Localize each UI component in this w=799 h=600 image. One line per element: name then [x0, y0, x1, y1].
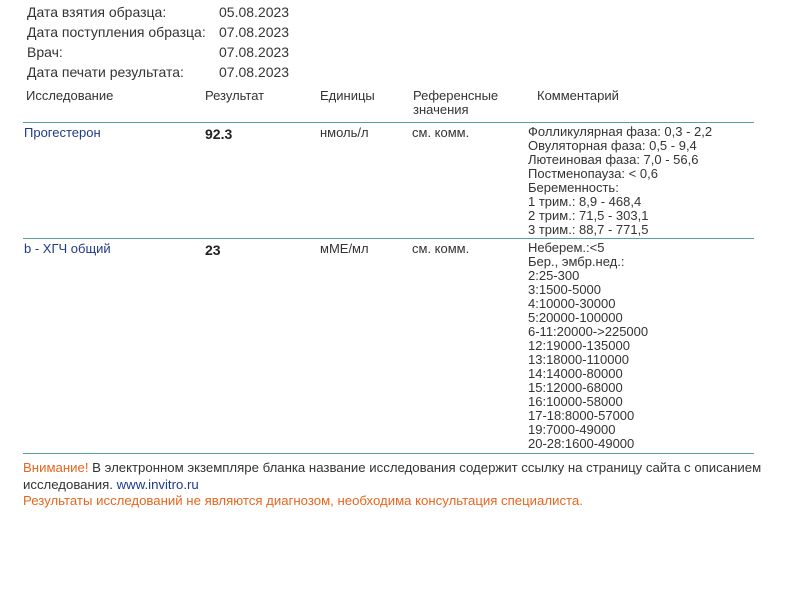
- meta-value: 07.08.2023: [219, 64, 290, 80]
- column-header-test: Исследование: [26, 88, 114, 103]
- meta-label: Дата поступления образца:: [27, 24, 206, 40]
- comment-line: 19:7000-49000: [528, 422, 616, 437]
- column-header-result: Результат: [205, 88, 265, 103]
- comment-line: 6-11:20000->225000: [528, 324, 649, 339]
- comment-list: [528, 125, 712, 237]
- meta-row: [27, 42, 289, 62]
- site-link[interactable]: www.invitro.ru: [116, 477, 199, 492]
- comment-line: 2:25-300: [528, 268, 580, 283]
- column-header-reference: Референсные значения: [413, 88, 499, 117]
- comment-line: Овуляторная фаза: 0,5 - 9,4: [528, 138, 697, 153]
- comment-line: 12:19000-135000: [528, 338, 630, 353]
- result-value: 92.3: [205, 126, 233, 142]
- result-units: нмоль/л: [320, 125, 369, 140]
- comment-line: 2 трим.: 71,5 - 303,1: [528, 208, 649, 223]
- comment-line: 1 трим.: 8,9 - 468,4: [528, 194, 642, 209]
- row-divider: [23, 238, 754, 239]
- comment-line: Лютеиновая фаза: 7,0 - 56,6: [528, 152, 699, 167]
- meta-label: Врач:: [27, 44, 63, 60]
- comment-line: 3:1500-5000: [528, 282, 602, 297]
- comment-line: 5:20000-100000: [528, 310, 623, 325]
- results-table-header: [0, 89, 799, 121]
- comment-line: 15:12000-68000: [528, 380, 623, 395]
- result-value: 23: [205, 242, 221, 258]
- table-bottom-divider: [23, 453, 754, 454]
- comment-line: 20-28:1600-49000: [528, 436, 635, 451]
- reference-values: см. комм.: [412, 241, 470, 256]
- sample-info: [27, 2, 289, 82]
- meta-label: Дата печати результата:: [27, 64, 184, 80]
- meta-value: 07.08.2023: [219, 44, 290, 60]
- comment-line: 16:10000-58000: [528, 394, 623, 409]
- meta-value: 05.08.2023: [219, 4, 290, 20]
- comment-line: 13:18000-110000: [528, 352, 629, 367]
- header-divider: [23, 122, 754, 123]
- comment-list: [528, 241, 648, 451]
- comment-line: Бер., эмбр.нед.:: [528, 254, 625, 269]
- comment-line: 4:10000-30000: [528, 296, 616, 311]
- comment-line: Неберем.:<5: [528, 240, 605, 255]
- comment-line: Беременность:: [528, 180, 619, 195]
- result-units: мМЕ/мл: [320, 241, 369, 256]
- comment-line: 3 трим.: 88,7 - 771,5: [528, 222, 649, 237]
- link-notice: [23, 459, 783, 493]
- meta-row: [27, 2, 289, 22]
- test-name-link[interactable]: Прогестерон: [24, 125, 101, 140]
- comment-line: Постменопауза: < 0,6: [528, 166, 658, 181]
- notice-text: В электронном экземпляре бланка название исследования содержит ссылку на страницу сайта с описанием исследования.: [23, 460, 762, 492]
- test-name-link[interactable]: b - ХГЧ общий: [24, 241, 111, 256]
- disclaimer-text: Результаты исследований не являются диагнозом, необходима консультация специалиста.: [23, 493, 583, 508]
- meta-value: 07.08.2023: [219, 24, 290, 40]
- comment-line: Фолликулярная фаза: 0,3 - 2,2: [528, 124, 713, 139]
- meta-label: Дата взятия образца:: [27, 4, 167, 20]
- comment-line: 14:14000-80000: [528, 366, 623, 381]
- column-header-units: Единицы: [320, 88, 375, 103]
- comment-line: 17-18:8000-57000: [528, 408, 635, 423]
- meta-row: [27, 62, 289, 82]
- column-header-comment: Комментарий: [537, 88, 619, 103]
- reference-values: см. комм.: [412, 125, 470, 140]
- meta-row: [27, 22, 289, 42]
- warning-label: Внимание!: [23, 460, 89, 475]
